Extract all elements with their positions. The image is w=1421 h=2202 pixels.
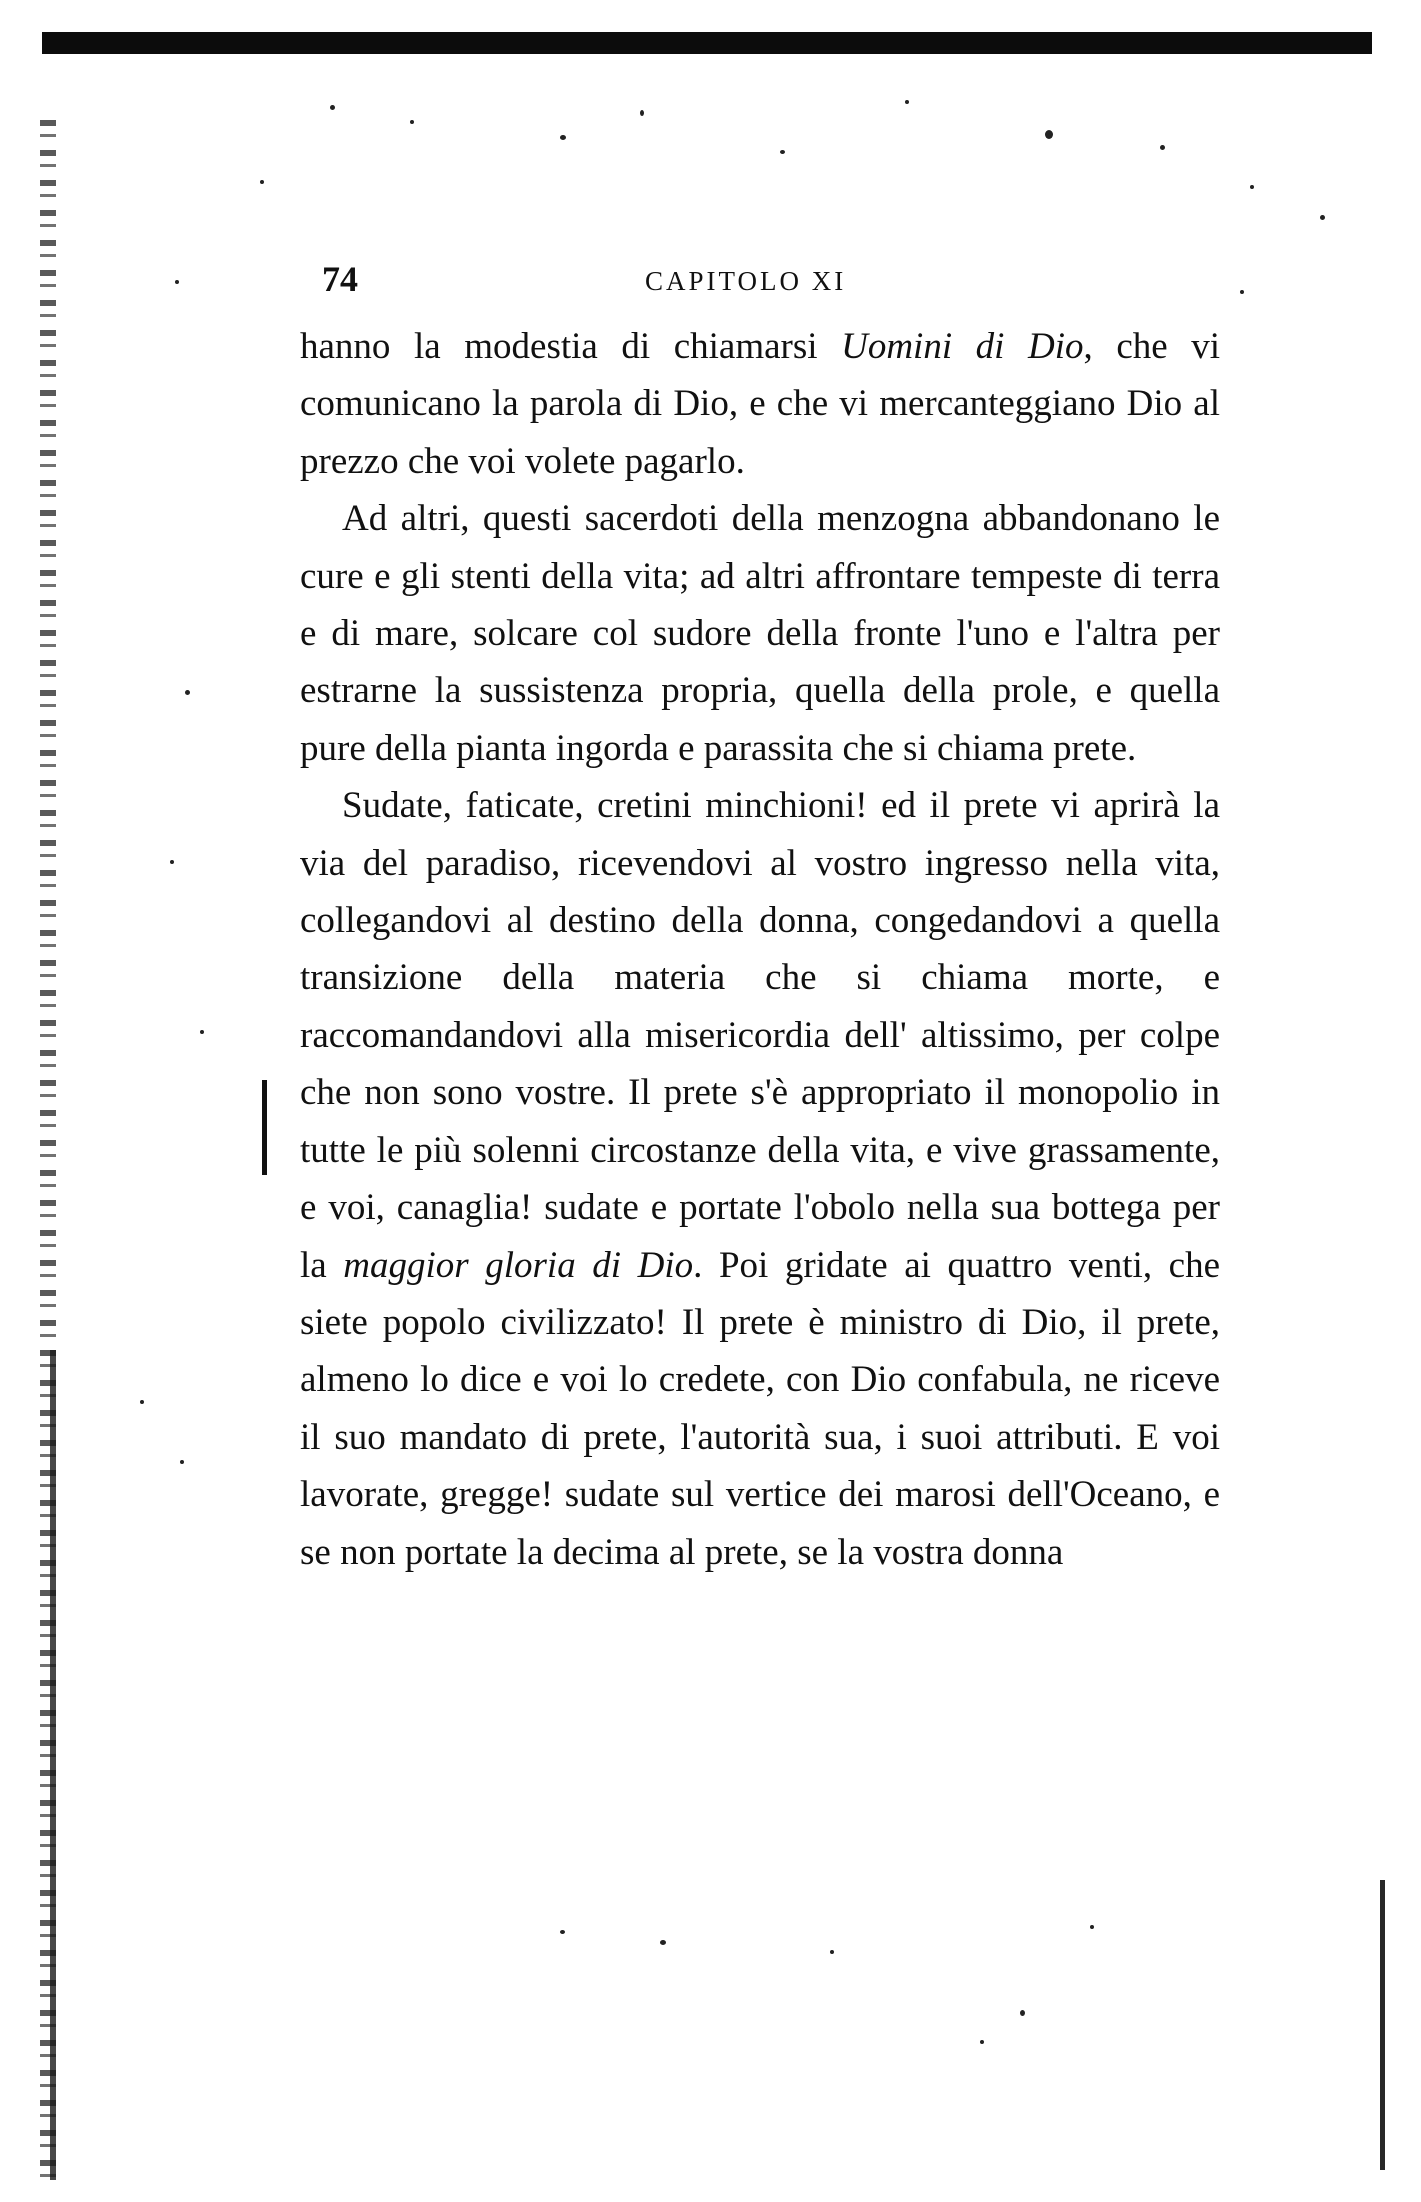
text-run: hanno la modestia di chiamarsi <box>300 326 842 367</box>
body-text <box>300 318 1220 1581</box>
text-run: Ad altri, questi sacerdoti della menzogna abbandonano le cure e gli stenti della vita; ad altri affrontare tempeste di terra e di mare, solcare col sudore della fronte l'uno e l'altra per estrarne la sussistenza propria, quella della prole, e quella pure della pianta ingorda e parassita che si chiama prete. <box>300 498 1220 769</box>
text-run: Sudate, faticate, cretini minchioni! ed il prete vi aprirà la via del paradiso, ricevendovi al vostro ingresso nella vita, collegandovi al destino della donna, congedandovi a quella transizione della materia che si chiama morte, e raccomandandovi alla misericordia dell' altissimo, per colpe che non sono vostre. Il prete s'è appropriato il monopolio in tutte le più solenni circostanze della vita, e vive grassamente, e voi, canaglia! sudate e portate l'obolo nella sua bottega per la <box>300 785 1220 1286</box>
paragraph <box>300 318 1220 490</box>
left-margin-dark-edge <box>50 1350 56 2180</box>
running-head: CAPITOLO XI <box>645 266 847 296</box>
text-run: . Poi gridate ai quattro venti, che siete popolo civilizzato! Il prete è ministro di Dio, il prete, almeno lo dice e voi lo credete, con Dio confabula, ne riceve il suo mandato di prete, l'autorità sua, i suoi attributi. E voi lavorate, gregge! sudate sul vertice dei marosi dell'Oceano, e se non portate la decima al prete, se la vostra donna <box>300 1244 1220 1573</box>
page-header <box>300 258 1240 308</box>
top-border-rule <box>42 32 1372 54</box>
paragraph <box>300 490 1220 777</box>
text-run: , che vi comunicano la parola di Dio, e che vi mercanteggiano Dio al prezzo che voi volete pagarlo. <box>300 326 1221 482</box>
page-number: 74 <box>322 259 358 299</box>
italic-run: maggior gloria di Dio <box>343 1244 694 1286</box>
paragraph <box>300 777 1220 1581</box>
margin-vertical-mark <box>262 1080 267 1175</box>
right-margin-dark-edge <box>1380 1880 1385 2170</box>
italic-run: Uomini di Dio <box>841 326 1084 367</box>
